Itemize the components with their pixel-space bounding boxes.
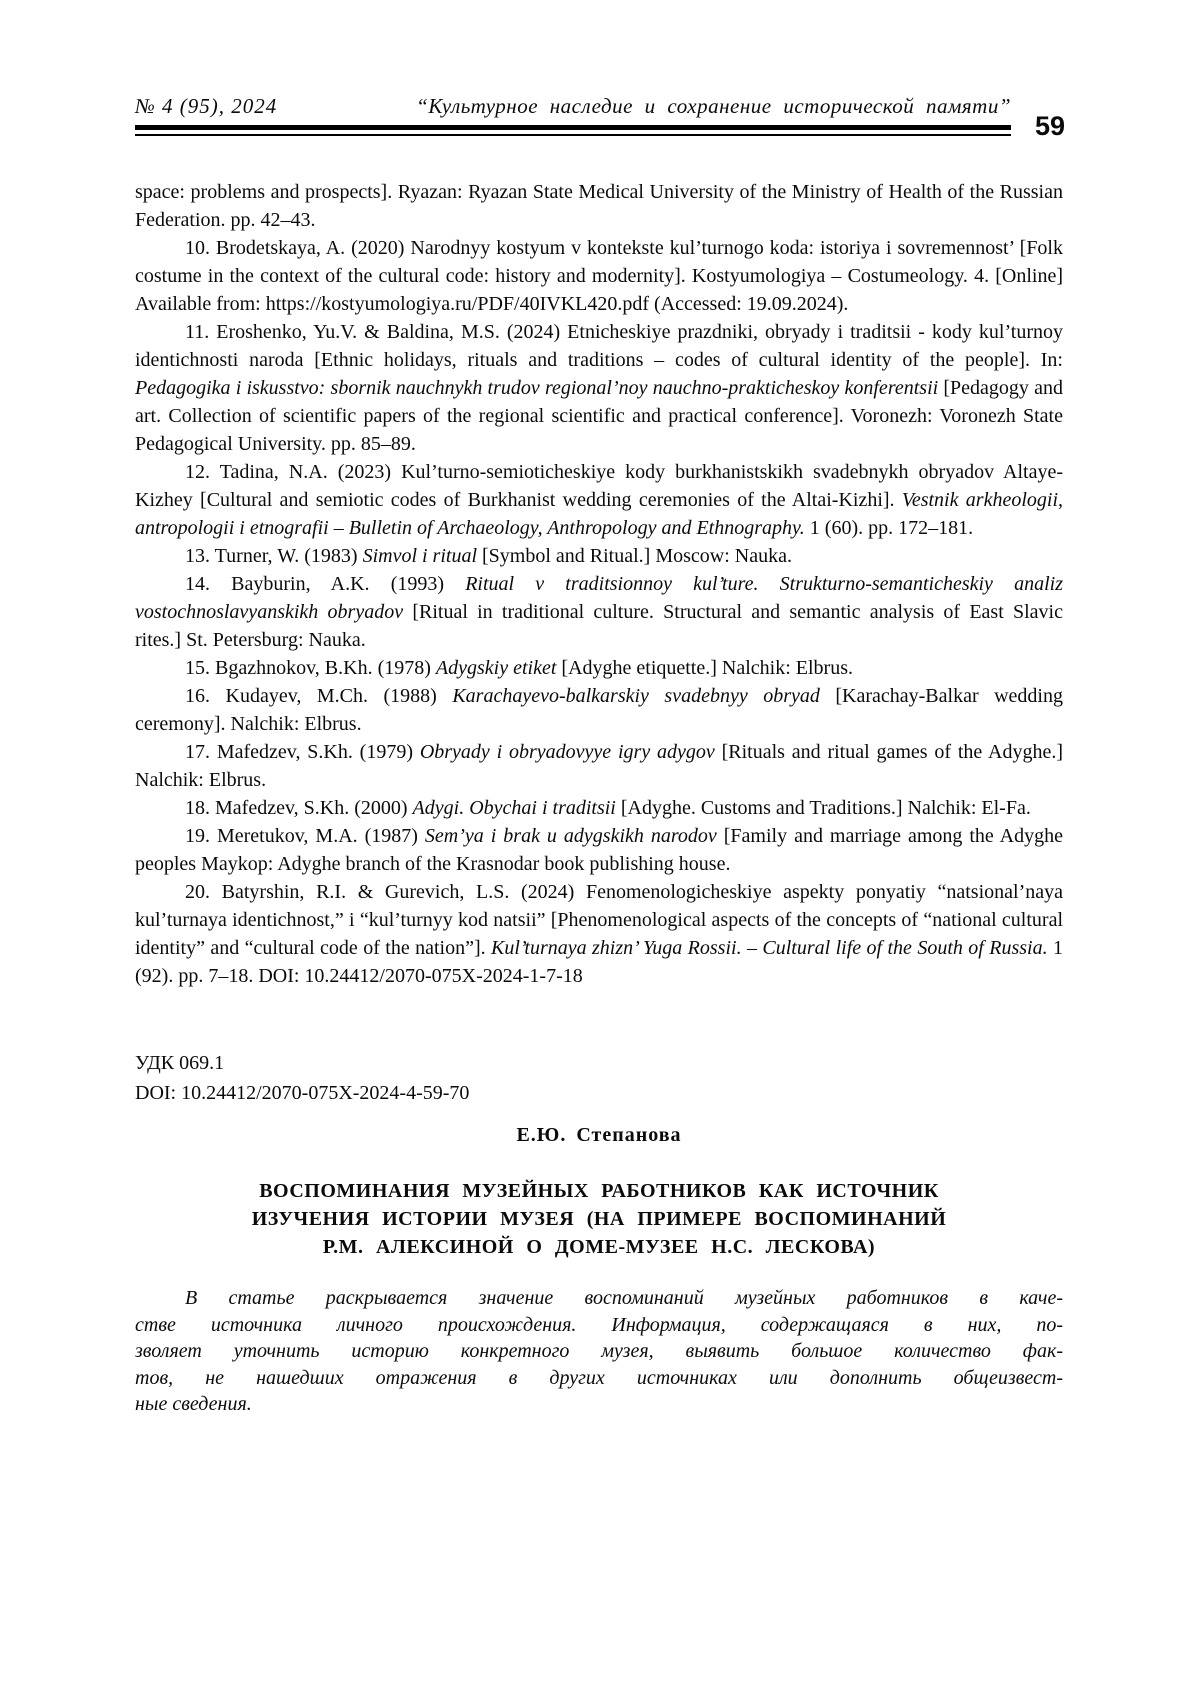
abstract-line: зволяет уточнить историю конкретного музея, выявить большое количество фак- [135, 1340, 1063, 1362]
reference-item [135, 542, 1063, 570]
reference-text: [Adyghe etiquette.] Nalchik: Elbrus. [556, 657, 853, 679]
reference-item [135, 318, 1063, 458]
abstract-line: ные сведения. [135, 1393, 252, 1415]
reference-text: [Rituals and ritual games of the Adyghe.] Nalchik: Elbrus. [135, 741, 1063, 791]
reference-source-title: Karachayevo-balkarskiy svadebnyy obryad [452, 685, 820, 707]
udc-line: УДК 069.1 [135, 1052, 225, 1074]
doi-line: DOI: 10.24412/2070-075X-2024-4-59-70 [135, 1082, 470, 1104]
reference-item [135, 794, 1063, 822]
reference-source-title: Adygskiy etiket [435, 657, 557, 679]
header-text-row [135, 94, 1011, 125]
reference-text: [Adyghe. Customs and Traditions.] Nalchik: El-Fa. [615, 797, 1031, 819]
reference-text: 14. Bayburin, A.K. (1993) [185, 573, 466, 595]
reference-text: [Pedagogy and art. Collection of scientific papers of the regional scientific and practical conference]. Voronezh: Voronezh State Pedagogical University. pp. 85–89. [135, 377, 1063, 455]
reference-source-title: Obryady i obryadovyye igry adygov [419, 741, 715, 763]
references-list [135, 178, 1063, 990]
reference-text: [Karachay-Balkar wedding ceremony]. Nalchik: Elbrus. [135, 685, 1063, 735]
reference-source-title: Kul’turnaya zhizn’ Yuga Rossii. – Cultural life of the South of Russia. [491, 937, 1048, 959]
article-title-line: ВОСПОМИНАНИЯ МУЗЕЙНЫХ РАБОТНИКОВ КАК ИСТОЧНИК [259, 1180, 939, 1202]
reference-text: 12. Tadina, N.A. (2023) Kul’turno-semioticheskiye kody burkhanistskikh svadebnykh obryadov Altaye-Kizhey [Cultural and semiotic codes of Burkhanist wedding ceremonies of the Altai-Kizhi]. [135, 461, 1063, 511]
reference-source-title: Sem’ya i brak u adygskikh narodov [424, 825, 717, 847]
reference-text: space: problems and prospects]. Ryazan: Ryazan State Medical University of the Ministry of Health of the Russian Federation. pp. 42–43. [135, 181, 1063, 231]
article-meta [135, 1048, 1063, 1108]
abstract [135, 1285, 1063, 1418]
article-title [135, 1177, 1063, 1261]
reference-item [135, 822, 1063, 878]
reference-text: 17. Mafedzev, S.Kh. (1979) [185, 741, 420, 763]
reference-item [135, 570, 1063, 654]
reference-text: 1 (92). pp. 7–18. DOI: 10.24412/2070-075X-2024-1-7-18 [135, 937, 1064, 987]
reference-text: 15. Bgazhnokov, B.Kh. (1978) [185, 657, 436, 679]
reference-item [135, 682, 1063, 738]
reference-source-title: Ritual v traditsionnoy kul’ture. Strukturno-semanticheskiy analiz vostochnoslavyanskikh obryadov [135, 573, 1063, 623]
author-name: Е.Ю. Степанова [516, 1124, 682, 1146]
abstract-line: В статье раскрывается значение воспоминаний музейных работников в каче- [185, 1287, 1063, 1309]
reference-item [135, 458, 1063, 542]
reference-text: 20. Batyrshin, R.I. & Gurevich, L.S. (2024) Fenomenologicheskiye aspekty ponyatiy “natsional’naya kul’turnaya identichnost,” i “kul’turnyy kod natsii” [Phenomenological aspects of the concepts of “national cultural identity” and “cultural code of the nation”]. [135, 881, 1063, 959]
reference-item [135, 738, 1063, 794]
page-header [135, 94, 1066, 141]
header-rule-area [135, 94, 1011, 136]
abstract-line: тов, не нашедших отражения в других источниках или дополнить общеизвест- [135, 1366, 1063, 1389]
reference-source-title: Vestnik arkheologii, antropologii i etnografii – Bulletin of Archaeology, Anthropology and Ethnography. [135, 489, 1064, 539]
reference-text: 16. Kudayev, M.Ch. (1988) [185, 685, 453, 707]
reference-source-title: Simvol i ritual [362, 545, 478, 567]
reference-text: [Ritual in traditional culture. Structural and semantic analysis of East Slavic rites.] St. Petersburg: Nauka. [135, 601, 1063, 651]
reference-item [135, 234, 1063, 318]
issue-number: № 4 (95), 2024 [135, 94, 278, 118]
reference-item [135, 654, 1063, 682]
article-title-line: Р.М. АЛЕКСИНОЙ О ДОМЕ-МУЗЕЕ Н.С. ЛЕСКОВА) [322, 1236, 876, 1258]
abstract-line: стве источника личного происхождения. Информация, содержащаяся в них, по- [135, 1313, 1063, 1336]
reference-text: 1 (60). pp. 172–181. [804, 517, 974, 539]
reference-source-title: Adygi. Obychai i traditsii [412, 797, 616, 819]
article-title-line: ИЗУЧЕНИЯ ИСТОРИИ МУЗЕЯ (НА ПРИМЕРЕ ВОСПОМИНАНИЙ [251, 1208, 947, 1230]
header-rule-thick [135, 125, 1011, 130]
reference-text: 19. Meretukov, M.A. (1987) [185, 825, 425, 847]
reference-text: 13. Turner, W. (1983) [185, 545, 363, 567]
reference-text: [Family and marriage among the Adyghe peoples Maykop: Adyghe branch of the Krasnodar book publishing house. [135, 825, 1063, 875]
reference-text: 18. Mafedzev, S.Kh. (2000) [185, 797, 413, 819]
journal-title: “Культурное наследие и сохранение исторической памяти” [416, 94, 1011, 118]
reference-item [135, 178, 1063, 234]
reference-item [135, 878, 1063, 990]
reference-source-title: Pedagogika i iskusstvo: sbornik nauchnykh trudov regional’noy nauchno-prakticheskoy konferentsii [135, 377, 939, 399]
reference-text: 11. Eroshenko, Yu.V. & Baldina, M.S. (2024) Etnicheskiye prazdniki, obryady i traditsii - kody kul’turnoy identichnosti naroda [Ethnic holidays, rituals and traditions – codes of cultural identity of the people]. In: [135, 321, 1063, 371]
reference-text: [Symbol and Ritual.] Moscow: Nauka. [477, 545, 792, 567]
reference-text: 10. Brodetskaya, A. (2020) Narodnyy kostyum v kontekste kul’turnogo koda: istoriya i sovremennost’ [Folk costume in the context of the cultural code: history and modernity]. Kostyumologiya – Costumeology. 4. [Online] Available from: https://kostyumologiya.ru/PDF/40IVKL420.pdf (Accessed: 19.09.2024). [135, 237, 1063, 315]
header-rule-thin [135, 134, 1011, 136]
page-number: 59 [1035, 111, 1066, 141]
